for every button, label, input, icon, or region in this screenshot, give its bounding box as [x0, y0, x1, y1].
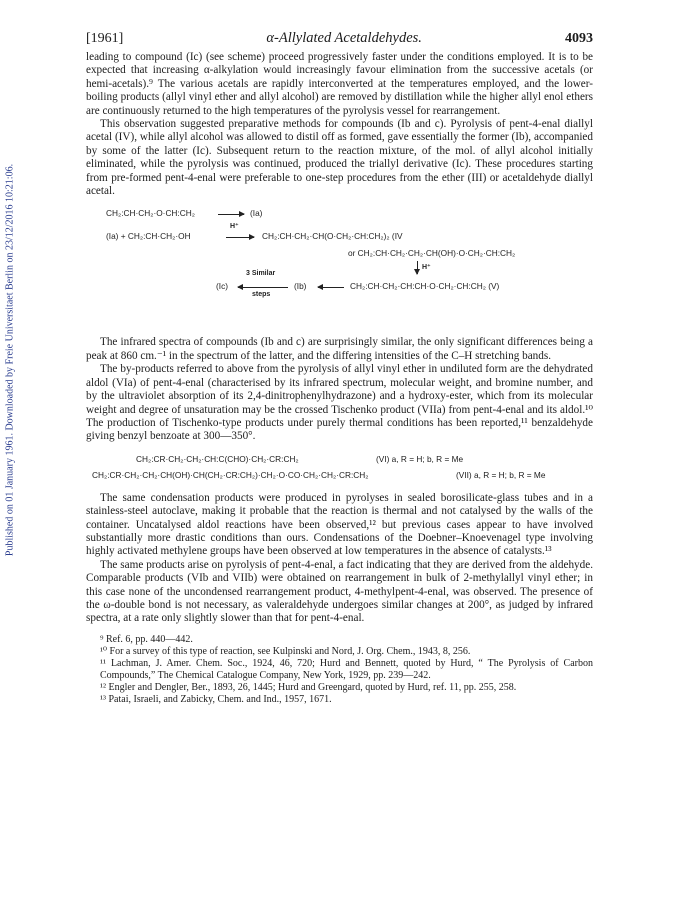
scheme-line3-alternative: or CH₂:CH·CH₂·CH₂·CH(OH)·O·CH₂·CH:CH₂: [348, 248, 516, 259]
running-header: [86, 30, 593, 47]
watermark-text: Published on 01 January 1961. Downloaded by Freie Universitaet Berlin on 23/12/2016 10:21:06.: [4, 163, 16, 557]
scheme-arrow-3: [238, 287, 288, 288]
condensation-formulae: [86, 452, 593, 486]
footnote-11: ¹¹ Lachman, J. Amer. Chem. Soc., 1924, 46, 720; Hurd and Bennett, quoted by Hurd, “ The Pyrolysis of Carbon Compounds,” The Chemical Catalogue Company, New York, 1929, pp. 239—242.: [100, 657, 593, 681]
formula-vi-label: (VI) a, R = H; b, R = Me: [376, 453, 464, 464]
scheme-compound-v: CH₂:CH·CH₂·CH:CH·O·CH₂·CH:CH₂ (V): [350, 281, 500, 292]
scheme-ib: (Ib): [294, 281, 307, 292]
paragraph-6: The same products arise on pyrolysis of pent-4-enal, a fact indicating that they are derived from the aldehyde. Comparable products (VIb and VIIb) were obtained on rearrangement in bulk of 2-methylallyl vinyl ether; in this case none of the uncondensed rearrangement product, 4-methylpent-4-enal, was observed. The presence of the ω-double bond is not necessary, as valeraldehyde undergoes similar changes at 200°, as judged by infrared spectra, at a rate only slightly slower than that for pent-4-enal.: [86, 558, 593, 625]
header-year: [1961]: [86, 31, 124, 46]
formula-vi: CH₂:CR·CH₂·CH₂·CH:C(CHO)·CH₂·CR:CH₂: [136, 453, 299, 464]
scheme-line2-reactants: (Ia) + CH₂:CH·CH₂·OH: [106, 231, 191, 242]
paragraph-4: The by-products referred to above from the pyrolysis of allyl vinyl ether in undiluted form are the dehydrated aldol (VIa) of pent-4-enal (characterised by its infrared spectrum, molecular weight, and bromine number, and by the ultraviolet absorption of its 2,4-dinitrophenylhydrazone) and a hydroxy-ester, which from its molecular weight and degree of unsaturation may be the crossed Tischenko product (VIIa) from pent-4-enal and its aldol.¹⁰ The production of Tischenko-type products under purely thermal conditions has been reported,¹¹ benzaldehyde giving benzyl benzoate at 300—350°.: [86, 363, 593, 443]
scheme-hplus-1: H⁺: [230, 223, 239, 231]
header-title: α-Allylated Acetaldehydes.: [266, 30, 422, 46]
paragraph-5: The same condensation products were produced in pyrolyses in sealed borosilicate-glass tubes and in a stainless-steel autoclave, making it probable that the reaction is thermal and not catalysed by the walls of the container. Uncatalysed aldol reactions have been observed,¹² but previous cases appear to have involved substantially more drastic conditions than ours. Condensations of the Doebner–Knoevenagel type involving highly activated methylene groups have been observed at low temperatures in the absence of catalysts.¹³: [86, 491, 593, 558]
footnote-13: ¹³ Patai, Israeli, and Zabicky, Chem. and Ind., 1957, 1671.: [100, 693, 332, 705]
paragraph-3: The infrared spectra of compounds (Ib and c) are surprisingly similar, the only significant differences being a peak at 860 cm.⁻¹ in the spectrum of the latter, and the differing intensities of the C–H stretching bands.: [86, 336, 593, 362]
footnote-10: ¹⁰ For a survey of this type of reaction, see Kulpinski and Nord, J. Org. Chem., 1943, 8, 256.: [100, 645, 471, 657]
article-page: [86, 30, 593, 706]
scheme-arrow-1: [218, 214, 244, 215]
scheme-line1-product: (Ia): [250, 208, 263, 219]
scheme-line2-product: CH₂:CH·CH₂·CH(O·CH₂·CH:CH₂)₂ (IV: [262, 231, 403, 242]
footnote-12: ¹² Engler and Dengler, Ber., 1893, 26, 1445; Hurd and Greengard, quoted by Hurd, ref. 11, pp. 255, 258.: [100, 681, 517, 693]
formula-vii-label: (VII) a, R = H; b, R = Me: [456, 469, 546, 480]
paragraph-1: leading to compound (Ic) (see scheme) proceed progressively faster under the conditions employed. It is to be expected that increasing α-alkylation would increasingly favour elimination from the successive acetals (or hemi-acetals).⁹ The various acetals are rapidly interconverted at the temperatures employed, and the lower-boiling products (allyl vinyl ether and allyl alcohol) are removed by distillation while the higher allyl enol ethers are continuously returned to the high temperatures of the pyrolysis vessel for rearrangement.: [86, 51, 593, 117]
scheme-hplus-2: H⁺: [422, 264, 431, 272]
reaction-scheme: [86, 208, 593, 328]
scheme-arrow-2: [226, 237, 254, 238]
footnotes: [86, 634, 593, 706]
paragraph-2: This observation suggested preparative methods for compounds (Ib and c). Pyrolysis of pent-4-enal diallyl acetal (IV), while allyl alcohol was allowed to distil off as formed, gave essentially the former (Ib), accompanied by some of the latter (Ic). Subsequent return to the reaction mixture, of the mol. of allyl alcohol initially eliminated, while the pyrolysis was continued, produced the triallyl derivative (Ic). These procedures starting from pre-formed pent-4-enal were preferable to one-step procedures from the ether (III) or acetaldehyde diallyl acetal.: [86, 118, 593, 198]
scheme-arrow-4: [318, 287, 344, 288]
page-number: 4093: [565, 31, 593, 46]
download-watermark: [2, 100, 18, 620]
scheme-step-label-bottom: steps: [252, 291, 271, 299]
formula-vii: CH₂:CR·CH₂·CH₂·CH(OH)·CH(CH₂·CR:CH₂)·CH₂·O·CO·CH₂·CH₂·CR:CH₂: [92, 469, 369, 480]
scheme-line1-formula: CH₂:CH·CH₂·O·CH:CH₂: [106, 208, 195, 219]
footnote-9: ⁹ Ref. 6, pp. 440—442.: [100, 633, 193, 645]
scheme-step-label-top: 3 Similar: [246, 270, 276, 278]
scheme-ic: (Ic): [216, 281, 228, 292]
scheme-down-arrow: [417, 261, 418, 274]
